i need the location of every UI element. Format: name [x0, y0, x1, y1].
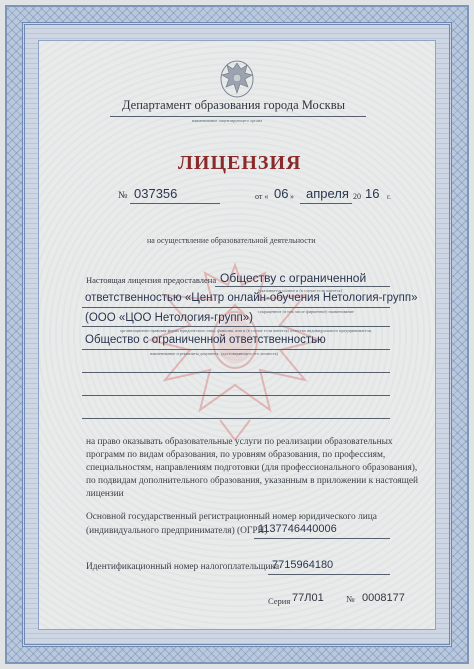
series-number: 0008177: [362, 592, 405, 604]
date-year-prefix: 20: [353, 192, 361, 201]
series-value: 77Л01: [292, 592, 324, 604]
date-suffix: г.: [387, 193, 391, 201]
licensee-caption-1: (указывается полное и (в случае если имеется): [258, 288, 343, 293]
date-day: 06: [274, 186, 289, 201]
activity-label: на осуществление образовательной деятельности: [147, 236, 316, 245]
licensee-line-2: ответственностью «Центр онлайн-обучения Нетология-групп»: [85, 292, 418, 304]
ogrn-underline: [254, 538, 390, 539]
licensee-intro: Настоящая лицензия предоставлена: [86, 275, 217, 285]
series-number-prefix: №: [346, 594, 355, 604]
inn-underline: [268, 574, 390, 575]
licensee-caption-4: наименование и реквизиты документа, удостоверяющего его личность): [150, 351, 279, 356]
inn-value: 7715964180: [272, 559, 334, 571]
rights-text-line-2: программ по видам образования, по уровням образования, по профессиям,: [86, 450, 386, 460]
licensee-underline-2: [82, 307, 390, 308]
issuer-caption: наименование лицензирующего органа: [192, 118, 263, 123]
rights-text-line-4: по подвидам дополнительного образования, указанным в приложении к настоящей: [86, 476, 419, 486]
issuer-underline: [110, 116, 366, 117]
licensee-caption-2: сокращенное (в том числе фирменное) наименование: [258, 309, 354, 314]
licensee-line-3: (ООО «ЦОО Нетология-групп»): [85, 312, 253, 324]
licensee-underline-1: [215, 286, 390, 287]
series-label: Серия: [268, 596, 291, 606]
inn-label: Идентификационный номер налогоплательщика: [86, 562, 280, 572]
license-number: 037356: [134, 186, 178, 201]
ogrn-label-line-2: (индивидуального предпринимателя) (ОГРН): [86, 526, 268, 536]
date-from-label: от «: [255, 192, 269, 201]
date-month: апреля: [306, 186, 349, 201]
licensee-underline-4: [82, 349, 390, 350]
date-underline: [300, 203, 352, 204]
ruled-line: [82, 418, 390, 419]
ogrn-value: 1137746440006: [258, 523, 337, 535]
number-underline: [130, 203, 220, 204]
rights-text-line-5: лицензии: [86, 489, 124, 499]
date-year: 16: [365, 186, 380, 201]
licensee-underline-3: [82, 326, 390, 327]
issuer-name: Департамент образования города Москвы: [122, 98, 346, 112]
licensee-caption-3: организационно-правовая форма юридического лица, фамилия, имя и (в случае если имеется) отчество индивидуального предпринимателя,: [120, 328, 372, 333]
ruled-line: [82, 395, 390, 396]
licensee-line-4: Общество с ограниченной ответственностью: [85, 334, 326, 346]
coat-of-arms-icon: [214, 55, 260, 101]
ogrn-label-line-1: Основной государственный регистрационный номер юридического лица: [86, 512, 377, 522]
licensee-line-1: Обществу с ограниченной: [220, 271, 367, 285]
page-title: ЛИЦЕНЗИЯ: [178, 152, 302, 174]
rights-text-line-3: специальностям, направлениям подготовки (для профессионального образования),: [86, 463, 418, 473]
rights-text-line-1: на право оказывать образовательные услуги по реализации образовательных: [86, 437, 393, 447]
date-close-quote: »: [290, 192, 294, 201]
number-prefix: №: [118, 190, 128, 201]
ruled-line: [82, 372, 390, 373]
